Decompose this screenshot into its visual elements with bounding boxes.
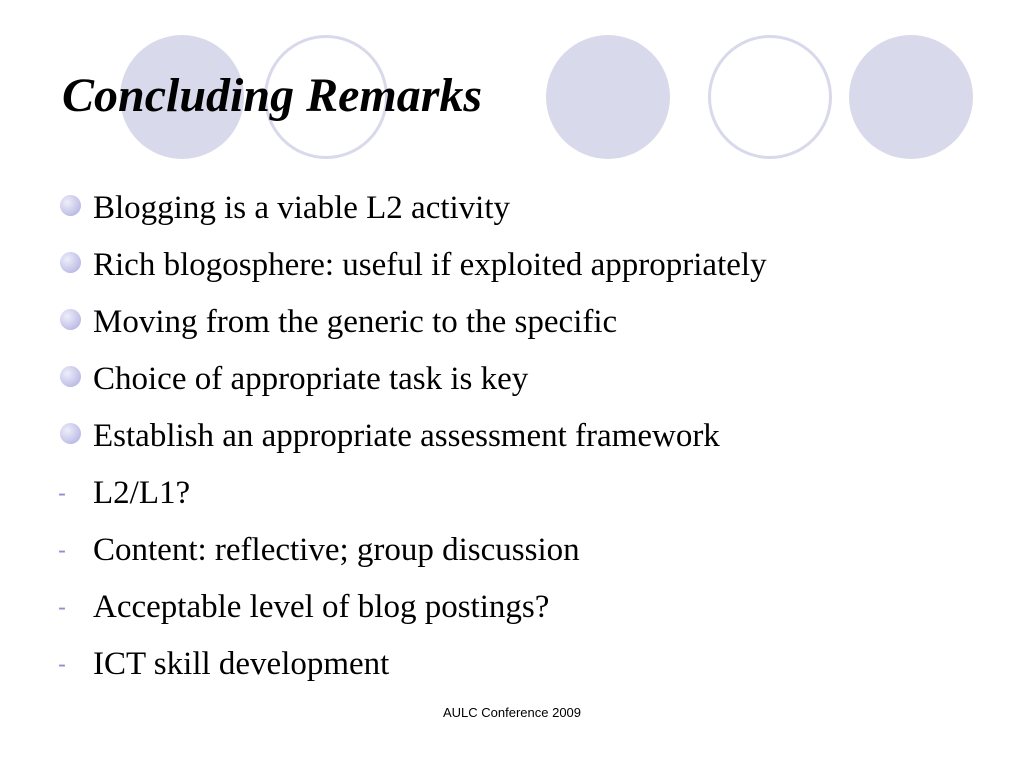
dash-marker: - <box>58 537 66 564</box>
bullet-text: Choice of appropriate task is key <box>93 361 529 397</box>
slide-title: Concluding Remarks <box>62 69 483 122</box>
bullet-text: Moving from the generic to the specific <box>93 304 618 340</box>
bullet-text: ICT skill development <box>93 646 390 682</box>
bullet-dot-icon <box>58 237 88 294</box>
bullet-text: Acceptable level of blog postings? <box>93 589 550 625</box>
bullet-dot-icon <box>58 351 88 408</box>
slide-footer: AULC Conference 2009 <box>442 705 582 720</box>
decorative-circle-filled <box>546 35 670 159</box>
decorative-circle-filled <box>849 35 973 159</box>
bullet-text: Content: reflective; group discussion <box>93 532 580 568</box>
dash-marker: - <box>58 480 66 507</box>
decorative-circle-ring <box>708 35 832 159</box>
bullet-dot-icon <box>58 180 88 237</box>
bullet-text: Rich blogosphere: useful if exploited appropriately <box>93 247 767 283</box>
bullet-text: Establish an appropriate assessment framework <box>93 418 720 454</box>
bullet-text: L2/L1? <box>93 475 191 511</box>
dash-marker: - <box>58 594 66 621</box>
dash-marker: - <box>58 651 66 678</box>
bullet-text: Blogging is a viable L2 activity <box>93 190 511 226</box>
bullet-dot-icon <box>58 294 88 351</box>
bullet-dot-icon <box>58 408 88 465</box>
